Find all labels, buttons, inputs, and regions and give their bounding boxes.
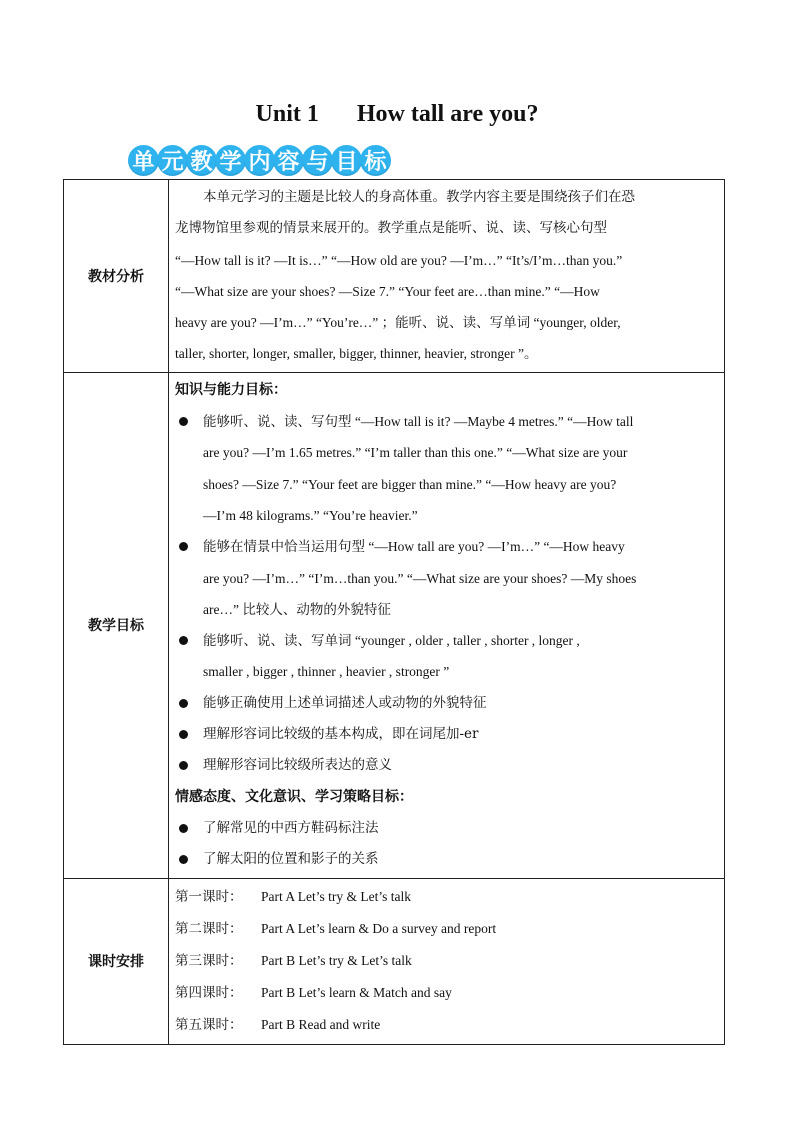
banner-char: 单 [128,145,159,176]
bullet-icon [179,636,188,645]
bullet-icon [179,542,188,551]
objective-item [175,750,718,781]
analysis-line: “—How tall is it? —It is…” “—How old are you? —I’m…” “It’s/I’m…than you.” [175,252,623,268]
banner-char: 学 [215,145,246,176]
schedule-item [175,977,718,1009]
objective-item [175,813,718,844]
objective-item [175,688,718,719]
objective-item [175,625,718,688]
banner-char: 容 [273,145,304,176]
objective-item [175,719,718,750]
bullet-icon [179,855,188,864]
schedule-lesson: Part B Let’s try & Let’s talk [261,952,412,968]
banner-char: 目 [331,145,362,176]
objective-line: 能够听、说、读、写句型 “—How tall is it? —Maybe 4 metres.” “—How tall [203,414,634,430]
analysis-line: “—What size are your shoes? —Size 7.” “Your feet are…than mine.” “—How [175,283,600,299]
objective-line: 能够在情景中恰当运用句型 “—How tall are you? —I’m…” “—How heavy [203,539,625,555]
analysis-content [169,180,725,373]
objective-line: are you? —I’m…” “I’m…than you.” “—What size are your shoes? —My shoes [203,570,637,586]
objective-line: 能够正确使用上述单词描述人或动物的外貌特征 [203,694,487,711]
objectives-row [64,372,725,878]
section-banner [128,145,389,176]
analysis-label: 教材分析 [64,180,169,373]
schedule-item [175,945,718,977]
banner-char: 元 [157,145,188,176]
schedule-lesson: Part A Let’s learn & Do a survey and report [261,920,497,936]
schedule-item [175,881,718,913]
objective-line: 了解常见的中西方鞋码标注法 [203,819,379,836]
banner-char: 教 [186,145,217,176]
schedule-period: 第四课时： [175,985,243,1002]
objective-line: shoes? —Size 7.” “Your feet are bigger than mine.” “—How heavy are you? [203,476,617,492]
schedule-period: 第二课时： [175,920,243,937]
schedule-item [175,1009,718,1041]
bullet-icon [179,730,188,739]
schedule-row [64,878,725,1044]
analysis-line: heavy are you? —I’m…” “You’re…” ；能听、说、读、写单词 “younger, older, [175,315,621,331]
bullet-icon [179,761,188,770]
bullet-icon [179,699,188,708]
objective-line: are you? —I’m 1.65 metres.” “I’m taller than this one.” “—What size are your [203,445,628,461]
schedule-period: 第一课时： [175,888,243,905]
objective-item [175,531,718,625]
schedule-lesson: Part A Let’s try & Let’s talk [261,888,411,904]
knowledge-heading: 知识与能力目标： [175,381,287,398]
objectives-label: 教学目标 [64,372,169,878]
banner-char: 内 [244,145,275,176]
analysis-row [64,180,725,373]
objective-line: 了解太阳的位置和影子的关系 [203,851,379,868]
affect-heading: 情感态度、文化意识、学习策略目标： [175,788,413,805]
document-title [0,101,794,128]
objective-line: 理解形容词比较级所表达的意义 [203,757,392,774]
objective-line: 能够听、说、读、写单词 “younger , older , taller , shorter , longer , [203,633,580,649]
objectives-content [169,372,725,878]
objective-item [175,406,718,531]
bullet-icon [179,824,188,833]
schedule-lesson: Part B Let’s learn & Match and say [261,985,452,1001]
schedule-content [169,878,725,1044]
banner-char: 与 [302,145,333,176]
unit-number: Unit 1 [255,101,319,127]
schedule-period: 第五课时： [175,1017,243,1034]
objective-item [175,844,718,875]
objective-line: smaller , bigger , thinner , heavier , stronger ” [203,664,450,680]
objective-line: 理解形容词比较级的基本构成，即在词尾加-er [203,726,479,743]
schedule-item [175,913,718,945]
unit-plan-table [63,179,725,1045]
objective-line: are…” 比较人、动物的外貌特征 [203,601,391,617]
banner-char: 标 [360,145,391,176]
schedule-label: 课时安排 [64,878,169,1044]
objective-line: —I’m 48 kilograms.” “You’re heavier.” [203,507,418,523]
unit-title: How tall are you? [356,101,539,127]
schedule-lesson: Part B Read and write [261,1017,381,1033]
analysis-line: 本单元学习的主题是比较人的身高体重。教学内容主要是围绕孩子们在恐 [203,189,635,205]
bullet-icon [179,417,188,426]
analysis-line: 龙博物馆里参观的情景来展开的。教学重点是能听、说、读、写核心句型 [175,220,607,237]
schedule-period: 第三课时： [175,952,243,969]
analysis-line: taller, shorter, longer, smaller, bigger, thinner, heavier, stronger ”。 [175,346,538,362]
